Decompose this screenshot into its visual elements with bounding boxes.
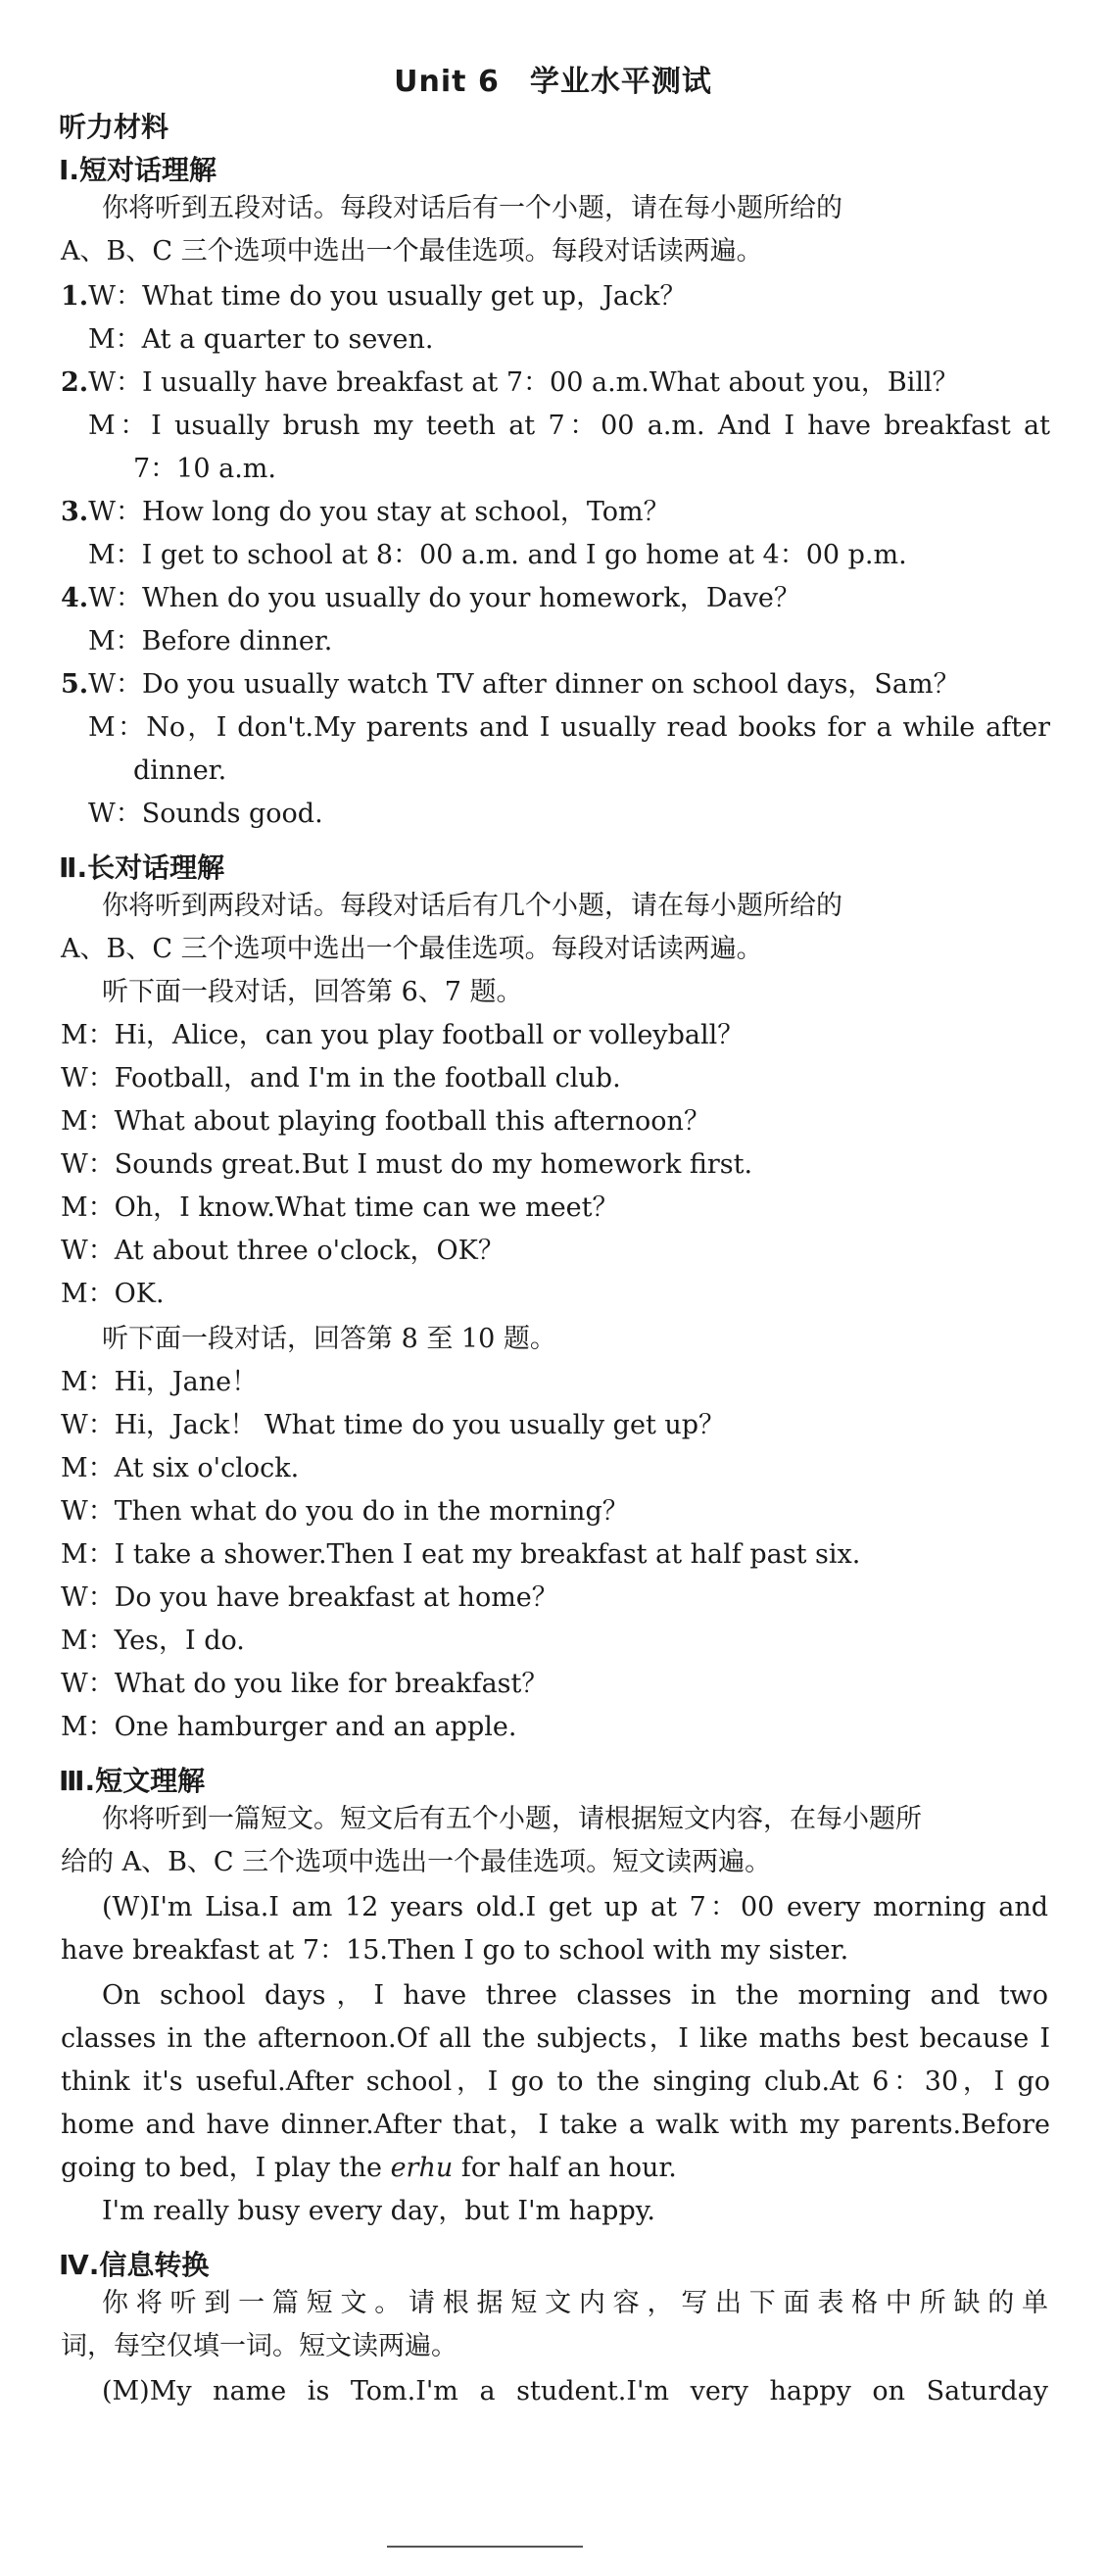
q5-m-line2: dinner.: [133, 755, 227, 786]
q3-number: 3.: [61, 497, 89, 527]
conv2-line: W：Do you have breakfast at home？: [61, 1582, 558, 1613]
section-3-heading: Ⅲ.短文理解: [59, 1765, 206, 1797]
conv2-line: W：What do you like for breakfast？: [61, 1669, 549, 1699]
conv1-line: W：Football，and I'm in the football club.: [61, 1063, 621, 1094]
s2-instruction-line2: A、B、C 三个选项中选出一个最佳选项。每段对话读两遍。: [61, 934, 763, 964]
q5-w2: W：Sounds good.: [88, 799, 323, 829]
s1-instruction-line1: 你将听到五段对话。每段对话后有一个小题，请在每小题所给的: [102, 193, 842, 223]
passage-text: going to bed，I play the: [61, 2153, 391, 2183]
s2-lead-1: 听下面一段对话，回答第 6、7 题。: [102, 977, 523, 1007]
passage-p2-line2: classes in the afternoon.Of all the subjects，I like maths best because I: [61, 2023, 1050, 2054]
s3-instruction-line2: 给的 A、B、C 三个选项中选出一个最佳选项。短文读两遍。: [61, 1847, 772, 1877]
q4-w: [61, 582, 800, 615]
q4-number: 4.: [61, 583, 89, 613]
passage-p1-line1: (W)I'm Lisa.I am 12 years old.I get up at 7：00 every morning and: [102, 1892, 1048, 1922]
conv2-line: M：Yes，I do.: [61, 1626, 245, 1656]
conv1-line: M：Oh，I know.What time can we meet？: [61, 1192, 619, 1223]
q1-number: 1.: [61, 281, 89, 312]
s2-instruction-line1: 你将听到两段对话。每段对话后有几个小题，请在每小题所给的: [102, 891, 842, 921]
q2-w-text: W：I usually have breakfast at 7：00 a.m.What about you，Bill？: [88, 367, 959, 398]
q2-m-line1: M：I usually brush my teeth at 7：00 a.m. And I have breakfast at: [88, 411, 1050, 441]
section-2-heading: Ⅱ.长对话理解: [59, 851, 225, 884]
conv2-line: M：Hi，Jane！: [61, 1367, 259, 1397]
q5-m-line1: M：No，I don't.My parents and I usually read books for a while after: [88, 712, 1050, 743]
conv1-line: W：Sounds great.But I must do my homework first.: [61, 1149, 753, 1180]
q3-w-text: W：How long do you stay at school，Tom？: [88, 497, 670, 527]
passage-p2-line1: On school days，I have three classes in the morning and two: [102, 1980, 1048, 2011]
q5-w-text: W：Do you usually watch TV after dinner on school days，Sam？: [88, 669, 960, 700]
q3-m: M：I get to school at 8：00 a.m. and I go home at 4：00 p.m.: [88, 540, 907, 570]
s3-instruction-line1: 你将听到一篇短文。短文后有五个小题，请根据短文内容，在每小题所: [102, 1804, 922, 1834]
conv2-line: W：Hi，Jack！ What time do you usually get up？: [61, 1410, 726, 1440]
q5-w: [61, 668, 960, 702]
passage-p1-line2: have breakfast at 7：15.Then I go to school with my sister.: [61, 1935, 849, 1966]
conv2-line: W：Then what do you do in the morning？: [61, 1496, 629, 1527]
section-4-heading: Ⅳ.信息转换: [59, 2249, 210, 2281]
conv1-line: W：At about three o'clock，OK？: [61, 1236, 505, 1266]
q2-w: [61, 366, 959, 400]
conv1-line: M：OK.: [61, 1279, 165, 1309]
passage-p2-line5: [61, 2152, 677, 2185]
passage-text: for half an hour.: [453, 2153, 677, 2183]
conv2-line: M：At six o'clock.: [61, 1453, 300, 1483]
bottom-divider: [387, 2546, 583, 2548]
q2-m-line2: 7：10 a.m.: [133, 454, 276, 484]
conv1-line: M：What about playing football this afternoon？: [61, 1106, 710, 1137]
section-1-heading: Ⅰ.短对话理解: [59, 154, 217, 186]
conv2-line: M：I take a shower.Then I eat my breakfast at half past six.: [61, 1539, 861, 1570]
passage-p2-line4: home and have dinner.After that，I take a walk with my parents.Before: [61, 2110, 1050, 2140]
s2-lead-2: 听下面一段对话，回答第 8 至 10 题。: [102, 1324, 556, 1354]
page-title: Unit 6 学业水平测试: [394, 65, 712, 99]
conv1-line: M：Hi，Alice，can you play football or volleyball？: [61, 1020, 745, 1050]
q1-w: [61, 280, 686, 314]
q4-m: M：Before dinner.: [88, 626, 333, 656]
conv2-line: M：One hamburger and an apple.: [61, 1712, 517, 1742]
s4-instruction-line1: 你将听到一篇短文。请根据短文内容，写出下面表格中所缺的单: [102, 2288, 1048, 2318]
q4-w-text: W：When do you usually do your homework，Dave？: [88, 583, 800, 613]
passage-p3: I'm really busy every day，but I'm happy.: [102, 2196, 655, 2226]
passage-p2-line3: think it's useful.After school，I go to the singing club.At 6：30，I go: [61, 2066, 1050, 2097]
section-listening-material: 听力材料: [59, 111, 169, 143]
s4-instruction-line2: 词，每空仅填一词。短文读两遍。: [61, 2331, 457, 2361]
q5-number: 5.: [61, 669, 89, 700]
q1-m: M：At a quarter to seven.: [88, 324, 434, 355]
s4-passage-line1: (M)My name is Tom.I'm a student.I'm very happy on Saturday: [102, 2376, 1048, 2406]
passage-italic-word: erhu: [390, 2153, 454, 2183]
q1-w-text: W：What time do you usually get up，Jack？: [88, 281, 687, 312]
s1-instruction-line2: A、B、C 三个选项中选出一个最佳选项。每段对话读两遍。: [61, 236, 763, 267]
q2-number: 2.: [61, 367, 89, 398]
q3-w: [61, 496, 670, 529]
